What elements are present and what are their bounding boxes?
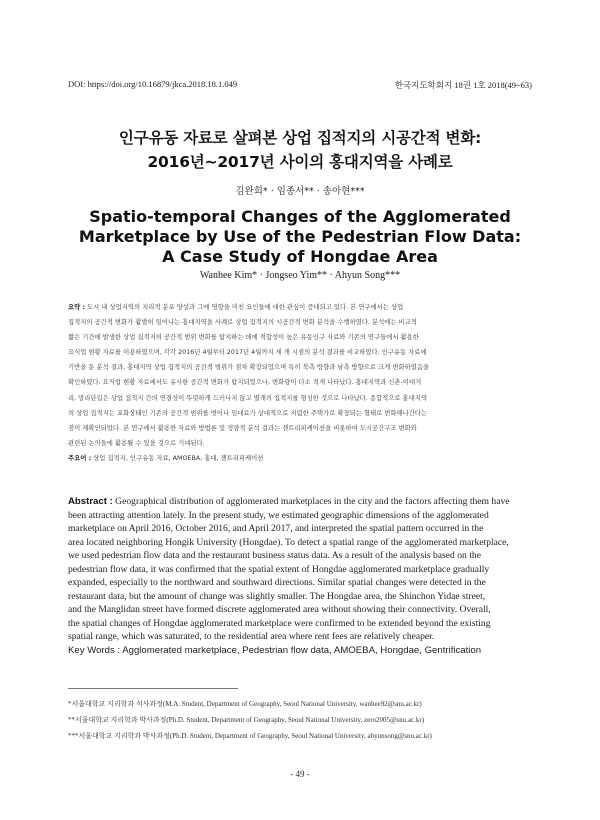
abstract-line: 의 상업 집적지는 포화상태인 기존의 공간적 범위를 벗어나 임대료가 상대적으로 저렴한 주택가로 확장되는 형태로 변화해나간다는 <box>68 409 428 417</box>
english-title-line: Marketplace by Use of the Pedestrian Flow Data: <box>78 227 522 246</box>
doi-text: DOI: https://doi.org/10.16879/jkca.2018.18.1.049 <box>68 79 238 89</box>
abstract-line: 기반을 둔 분석 결과, 홍대지역 상업 집적지의 공간적 범위가 점차 확장되었으며 특히 북측 방향과 남측 방향으로 크게 변화하였음을 <box>68 364 430 372</box>
english-title <box>40 207 560 267</box>
footnote-divider <box>68 688 238 689</box>
english-authors: Wanhee Kim* · Jongseo Yim** · Ahyun Song*** <box>199 270 401 281</box>
korean-title <box>40 126 560 174</box>
abstract-line: Abstract : Geographical distribution of agglomerated marketplaces in the city and the factors affecting them have <box>68 496 510 507</box>
abstract-label: Abstract : <box>68 496 113 507</box>
abstract-line: restaurant data, but the amount of change was slightly smaller. The Hongdae area, the Shinchon Yidae street, <box>68 590 486 602</box>
abstract-line: been attracting attention lately. In the present study, we estimated geographic dimensions of the agglomerated <box>68 509 489 521</box>
keywords-line: Key Words : Agglomerated marketplace, Pedestrian flow data, AMOEBA, Hongdae, Gentrification <box>68 644 482 656</box>
abstract-line: pedestrian flow data, it was confirmed that the spatial extent of Hongdae agglomerated marketplace gradually <box>68 563 490 575</box>
english-title-line: A Case Study of Hongdae Area <box>162 247 438 266</box>
running-header <box>68 79 532 93</box>
korean-abstract <box>68 300 532 466</box>
abstract-line: 집적지의 공간적 변화가 활발히 일어나는 홍대지역을 사례로 상업 집적지의 시공간적 변화 분석을 수행하였다. 분석에는 비교적 <box>68 319 417 327</box>
page-number: - 49 - <box>290 769 310 779</box>
footnote: *서울대학교 지리학과 석사과정(M.A. Student, Department of Geography, Seoul National University, wanhee92@snu.ac.kr) <box>68 700 422 708</box>
korean-title-line: 2016년~2017년 사이의 홍대지역을 사례로 <box>147 153 453 171</box>
abstract-line: spatial range, which was saturated, to the residential area where rent fees are relatively cheaper. <box>68 631 435 642</box>
abstract-line: 요약 : 도시 내 상업지역의 지리적 분포 양상과 그에 영향을 미친 요인들에 대한 관심이 증대되고 있다. 본 연구에서는 상업 <box>68 304 404 311</box>
korean-authors: 김완희* · 임종서** · 송아현*** <box>235 186 365 197</box>
footnotes <box>68 696 532 744</box>
abstract-line: 확인하였다. 요식업 현황 자료에서도 유사한 공간적 변화가 탐지되었으나, 변화량이 다소 적게 나타났다. 홍대지역과 신촌-이대거 <box>68 379 422 387</box>
keywords-text: 상업 집적지, 인구유동 자료, AMOEBA, 홍대, 젠트리피케이션 <box>91 454 264 462</box>
abstract-line: the spatial changes of Hongdae agglomerated marketplace were confirmed to be extended beyond the existing <box>68 617 491 629</box>
abstract-label: 요약 : <box>68 304 86 311</box>
abstract-line: marketplace on April 2016, October 2016, and April 2017, and interpreted the spatial pattern occurred in the <box>68 523 484 534</box>
abstract-line: we used pedestrian flow data and the restaurant business status data. As a result of the analysis based on the <box>68 550 481 561</box>
footnote: **서울대학교 지리학과 박사과정(Ph.D. Student, Department of Geography, Seoul National University, zero2005@snu.ac.kr) <box>68 716 425 724</box>
english-title-line: Spatio-temporal Changes of the Agglomerated <box>89 207 511 226</box>
abstract-line: 짧은 기간에 발생한 상업 집적지의 공간적 범위 변화를 탐지하는 데에 적합성이 높은 유동인구 자료와 기존의 연구들에서 활용한 <box>68 334 419 342</box>
abstract-line: 점이 재확인되었다. 본 연구에서 활용한 자료와 방법론 및 정량적 분석 결과는 젠트리피케이션을 비롯하여 도시공간구조 변화와 <box>68 424 417 432</box>
footnote: ***서울대학교 지리학과 박사과정(Ph.D. Student, Department of Geography, Seoul National University, ahyunsong@snu.ac.kr) <box>68 732 432 740</box>
english-abstract <box>68 495 532 657</box>
abstract-line: and the Manglidan street have formed discrete agglomerated area without showing their connectivity. Overall, <box>68 604 491 615</box>
abstract-line: 관련된 논의들에 활용될 수 있을 것으로 기대된다. <box>68 439 205 447</box>
keywords-label: 주요어 : <box>68 454 92 462</box>
keywords-line <box>68 451 532 466</box>
korean-title-line: 인구유동 자료로 살펴본 상업 집적지의 시공간적 변화: <box>118 129 482 147</box>
journal-citation: 한국지도학회지 18권 1호 2018(49~63) <box>394 80 532 90</box>
abstract-line: expanded, especially to the northward and southward directions. Similar spatial changes were detected in the <box>68 577 486 588</box>
abstract-line: 리, 망리단길은 상업 집적지 간의 연결성이 뚜렷하게 드러나지 않고 별개의 집적지를 형성한 것으로 나타났다. 종합적으로 홍대지역 <box>68 394 428 402</box>
abstract-line: area located neighboring Hongik University (Hongdae). To detect a spatial range of the agglomerated marketplace, <box>68 536 509 548</box>
abstract-line: 요식업 현황 자료를 이용하였으며, 각각 2016년 4월부터 2017년 4월까지 세 개 시점의 분석 결과를 비교하였다. 인구유동 자료에 <box>68 349 427 357</box>
